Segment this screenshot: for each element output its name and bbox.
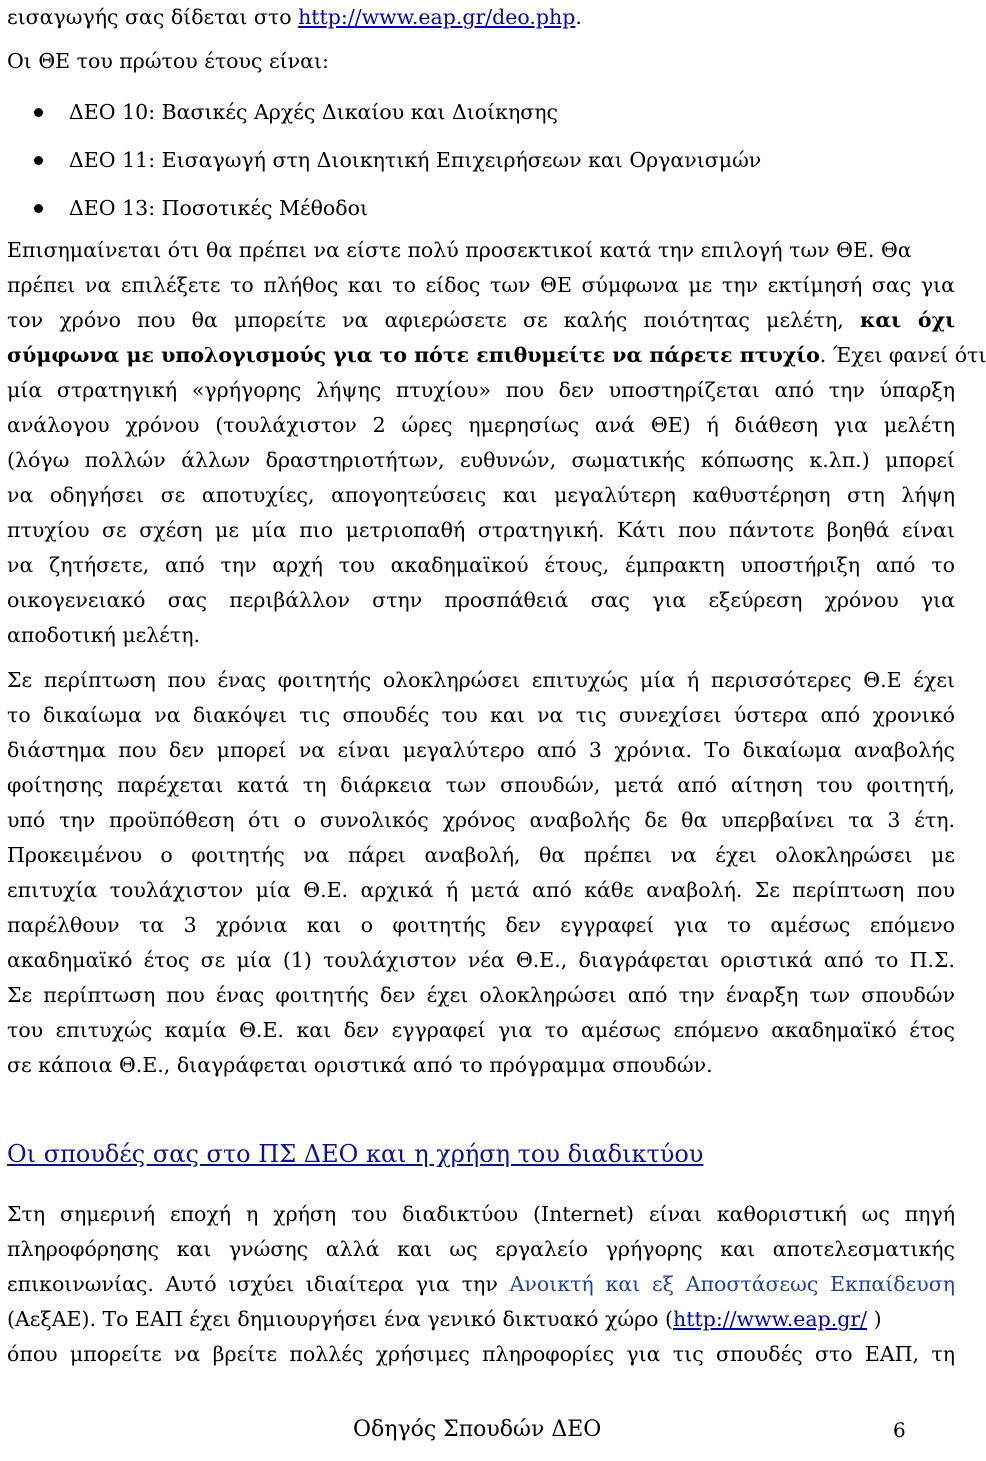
paragraph-line bbox=[7, 338, 986, 372]
deo-link[interactable]: http://www.eap.gr/deo.php bbox=[298, 5, 576, 29]
paragraph-line: όπου μπορείτε να βρείτε πολλές χρήσιμες πληροφορίες για τις σπουδές στο ΕΑΠ, τη bbox=[7, 1342, 955, 1366]
paragraph-line: πρέπει να επιλέξετε το πλήθος και το είδος των ΘΕ σύμφωνα με την εκτίμησή σας για bbox=[7, 273, 955, 297]
course-title: : Ποσοτικές Μέθοδοι bbox=[148, 196, 368, 220]
paragraph-line: το δικαίωμα να διακόψει τις σπουδές του και να τις συνεχίσει ύστερα από χρονικό bbox=[7, 703, 955, 727]
footer-title: Οδηγός Σπουδών ΔΕΟ bbox=[353, 1417, 602, 1442]
paragraph-line: πτυχίου σε σχέση με μία πιο μετριοπαθή στρατηγική. Κάτι που πάντοτε βοηθά είναι bbox=[7, 518, 955, 542]
page-number: 6 bbox=[893, 1418, 906, 1442]
paragraph-line: σε κάποια Θ.Ε., διαγράφεται οριστικά από το πρόγραμμα σπουδών. bbox=[7, 1053, 713, 1077]
section-heading: Οι σπουδές σας στο ΠΣ ΔΕΟ και η χρήση του διαδικτύου bbox=[7, 1140, 704, 1168]
paragraph-line: οικογενειακό σας περιβάλλον στην προσπάθειά σας για εξεύρεση χρόνου για bbox=[7, 588, 955, 612]
emphasis-text: και όχι bbox=[860, 308, 955, 332]
course-item-text bbox=[69, 143, 761, 177]
bullet-icon bbox=[34, 156, 43, 165]
course-item-text bbox=[69, 95, 558, 129]
paragraph-line: παρέλθουν τα 3 χρόνια και ο φοιτητής δεν εγγραφεί για το αμέσως επόμενο bbox=[7, 913, 955, 937]
course-code: ΔΕΟ 11 bbox=[69, 148, 149, 172]
paragraph-line bbox=[7, 1302, 955, 1336]
paragraph-line: Στη σημερινή εποχή η χρήση του διαδικτύου (Internet) είναι καθοριστική ως πηγή bbox=[7, 1202, 955, 1226]
course-item-text bbox=[69, 191, 368, 225]
paragraph-line: επιτυχία τουλάχιστον μία Θ.Ε. αρχικά ή μετά από κάθε αναβολή. Σε περίπτωση που bbox=[7, 878, 955, 902]
paragraph-line: διάστημα που δεν μπορεί να είναι μεγαλύτερο από 3 χρόνια. Το δικαίωμα αναβολής bbox=[7, 738, 955, 762]
paragraph-line bbox=[7, 303, 955, 337]
paragraph-text: (ΑεξΑΕ). Το ΕΑΠ έχει δημιουργήσει ένα γενικό δικτυακό χώρο ( bbox=[7, 1307, 674, 1331]
paragraph-line: Σε περίπτωση που ένας φοιτητής δεν έχει ολοκληρώσει από την έναρξη των σπουδών bbox=[7, 983, 955, 1007]
intro-line-2: Οι ΘΕ του πρώτου έτους είναι: bbox=[7, 49, 329, 73]
odl-term: Ανοικτή και εξ Αποστάσεως Εκπαίδευση bbox=[509, 1272, 956, 1296]
paragraph-text: . Έχει φανεί ότι bbox=[819, 343, 986, 367]
paragraph-line: πληροφόρησης και γνώσης αλλά και ως εργαλείο γρήγορης και αποτελεσματικής bbox=[7, 1237, 955, 1261]
paragraph-text: επικοινωνίας. Αυτό ισχύει ιδιαίτερα για την bbox=[7, 1272, 510, 1296]
course-title: : Βασικές Αρχές Δικαίου και Διοίκησης bbox=[148, 100, 559, 124]
course-list-item bbox=[7, 95, 955, 129]
paragraph-line: ακαδημαϊκό έτος σε μία (1) τουλάχιστον νέα Θ.Ε., διαγράφεται οριστικά από το Π.Σ. bbox=[7, 948, 955, 972]
intro-text: εισαγωγής σας δίδεται στο bbox=[7, 5, 299, 29]
intro-line-1 bbox=[7, 0, 955, 34]
paragraph-text: τον χρόνο που θα μπορείτε να αφιερώσετε σε καλής ποιότητας μελέτη, bbox=[7, 308, 861, 332]
paragraph-line: μία στρατηγική «γρήγορης λήψης πτυχίου» που δεν υποστηρίζεται από την ύπαρξη bbox=[7, 378, 955, 402]
eap-link[interactable]: http://www.eap.gr/ bbox=[673, 1307, 868, 1331]
intro-period: . bbox=[575, 5, 582, 29]
paragraph-line: αποδοτική μελέτη. bbox=[7, 623, 201, 647]
paragraph-line: ανάλογου χρόνου (τουλάχιστον 2 ώρες ημερησίως ανά ΘΕ) ή διάθεση για μελέτη bbox=[7, 413, 955, 437]
paragraph-line bbox=[7, 1267, 955, 1301]
paragraph-text: ) bbox=[867, 1307, 882, 1331]
course-list-item bbox=[7, 143, 955, 177]
paragraph-line: υπό την προϋπόθεση ότι ο συνολικός χρόνος αναβολής δε θα υπερβαίνει τα 3 έτη. bbox=[7, 808, 955, 832]
paragraph-line: Σε περίπτωση που ένας φοιτητής ολοκληρώσει επιτυχώς μία ή περισσότερες Θ.Ε έχει bbox=[7, 668, 955, 692]
bullet-icon bbox=[34, 108, 43, 117]
paragraph-line: Επισημαίνεται ότι θα πρέπει να είστε πολύ προσεκτικοί κατά την επιλογή των ΘΕ. Θα bbox=[7, 238, 912, 262]
course-title: : Εισαγωγή στη Διοικητική Επιχειρήσεων και Οργανισμών bbox=[148, 148, 762, 172]
paragraph-line: του επιτυχώς καμία Θ.Ε. και δεν εγγραφεί για το αμέσως επόμενο ακαδημαϊκό έτος bbox=[7, 1018, 955, 1042]
paragraph-line: να ζητήσετε, από την αρχή του ακαδημαϊκού έτους, έμπρακτη υποστήριξη από το bbox=[7, 553, 955, 577]
emphasis-text: σύμφωνα με υπολογισμούς για το πότε επιθυμείτε να πάρετε πτυχίο bbox=[7, 343, 820, 367]
paragraph-line: (λόγω πολλών άλλων δραστηριοτήτων, ευθυνών, σωματικής κόπωσης κ.λπ.) μπορεί bbox=[7, 448, 955, 472]
bullet-icon bbox=[34, 204, 43, 213]
paragraph-line: φοίτησης παρέχεται κατά τη διάρκεια των σπουδών, μετά από αίτηση του φοιτητή, bbox=[7, 773, 955, 797]
course-code: ΔΕΟ 13 bbox=[69, 196, 149, 220]
paragraph-line: Προκειμένου ο φοιτητής να πάρει αναβολή, θα πρέπει να έχει ολοκληρώσει με bbox=[7, 843, 955, 867]
course-list-item bbox=[7, 191, 955, 225]
paragraph-line: να οδηγήσει σε αποτυχίες, απογοητεύσεις και μεγαλύτερη καθυστέρηση στη λήψη bbox=[7, 483, 955, 507]
course-code: ΔΕΟ 10 bbox=[69, 100, 149, 124]
